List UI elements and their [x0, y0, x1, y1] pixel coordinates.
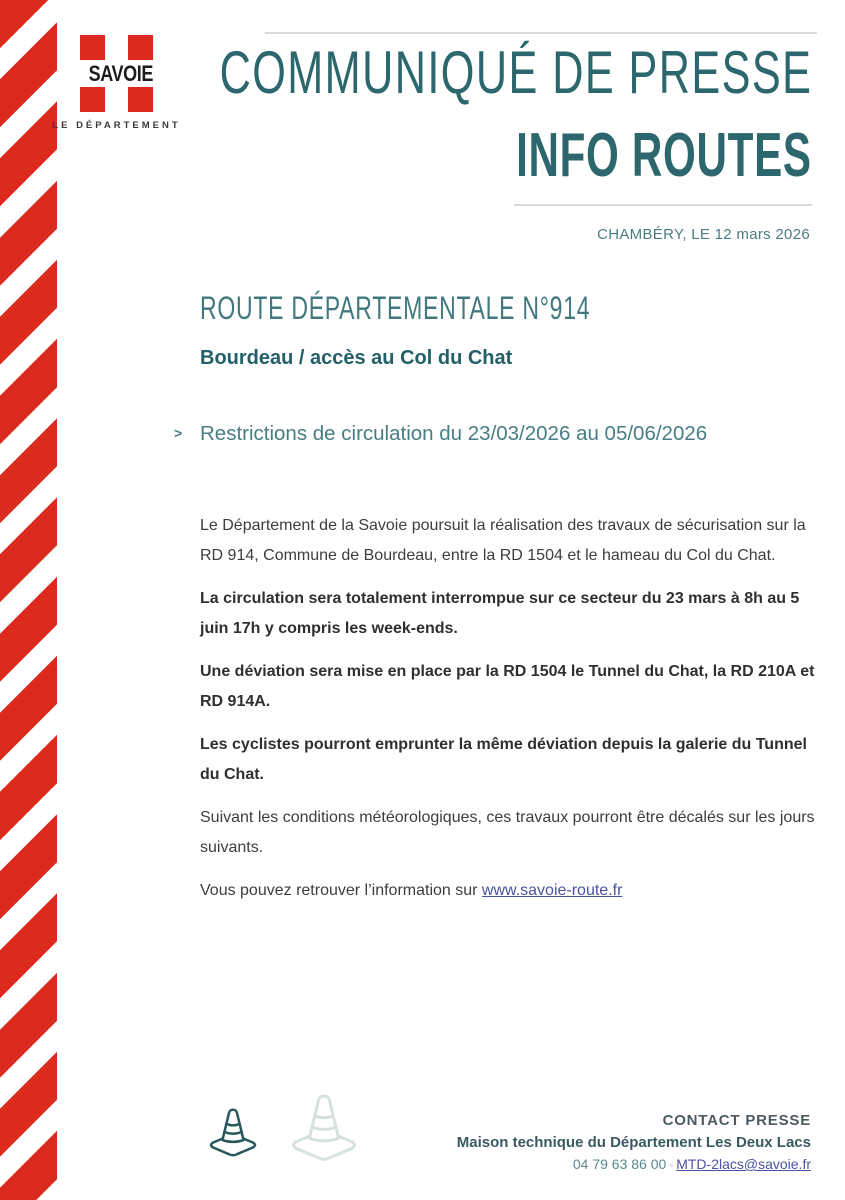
logo-square — [80, 87, 105, 112]
dot-separator-icon: ◦ — [669, 1160, 674, 1172]
logo-bottom-squares — [80, 87, 153, 112]
restrictions-headline-text: Restrictions de circulation du 23/03/2026 au 05/06/2026 — [200, 422, 708, 445]
contact-email-link[interactable]: MTD-2lacs@savoie.fr — [676, 1156, 811, 1172]
restrictions-headline — [174, 422, 708, 446]
road-title: ROUTE DÉPARTEMENTALE N°914 — [200, 290, 591, 326]
paragraph: Le Département de la Savoie poursuit la réalisation des travaux de sécurisation sur la RD 914, Commune de Bourdeau, entre la RD 1504 et le hameau du Col du Chat. — [200, 517, 806, 564]
info-line-prefix: Vous pouvez retrouver l’information sur — [200, 882, 482, 899]
header-top-rule — [265, 32, 817, 34]
traffic-cone-icon — [281, 1088, 367, 1166]
chevron-right-icon: > — [174, 425, 183, 441]
contact-press-block — [457, 1112, 811, 1172]
article-body — [200, 511, 818, 919]
logo-subtitle: LE DÉPARTEMENT — [52, 120, 181, 131]
road-subtitle: Bourdeau / accès au Col du Chat — [200, 347, 513, 369]
header-bottom-rule — [514, 204, 812, 206]
contact-phone-email-line — [457, 1156, 811, 1172]
page-title: COMMUNIQUÉ DE PRESSE — [219, 39, 812, 106]
logo-top-squares — [80, 35, 153, 60]
paragraph-bold: La circulation sera totalement interrompue sur ce secteur du 23 mars à 8h au 5 juin 17h y compris les week-ends. — [200, 590, 800, 637]
paragraph: Suivant les conditions météorologiques, ces travaux pourront être décalés sur les jours suivants. — [200, 809, 815, 856]
paragraph-bold: Les cyclistes pourront emprunter la même déviation depuis la galerie du Tunnel du Chat. — [200, 736, 807, 783]
savoie-logo — [52, 35, 181, 131]
logo-square — [80, 35, 105, 60]
paragraph-bold: Une déviation sera mise en place par la RD 1504 le Tunnel du Chat, la RD 210A et RD 914A. — [200, 663, 815, 710]
page-subtitle: INFO ROUTES — [516, 121, 812, 190]
traffic-cone-icon — [202, 1104, 264, 1160]
contact-phone: 04 79 63 86 00 — [572, 1156, 667, 1172]
info-line — [200, 876, 818, 906]
dateline: CHAMBÉRY, LE 12 mars 2026 — [597, 226, 810, 243]
logo-wordmark: SAVOIE — [88, 60, 153, 86]
logo-square — [128, 87, 153, 112]
hazard-stripes — [0, 0, 57, 1200]
logo-square — [128, 35, 153, 60]
savoie-route-link[interactable]: www.savoie-route.fr — [481, 882, 623, 899]
contact-organization: Maison technique du Département Les Deux Lacs — [456, 1134, 811, 1151]
contact-press-title: CONTACT PRESSE — [662, 1112, 811, 1129]
